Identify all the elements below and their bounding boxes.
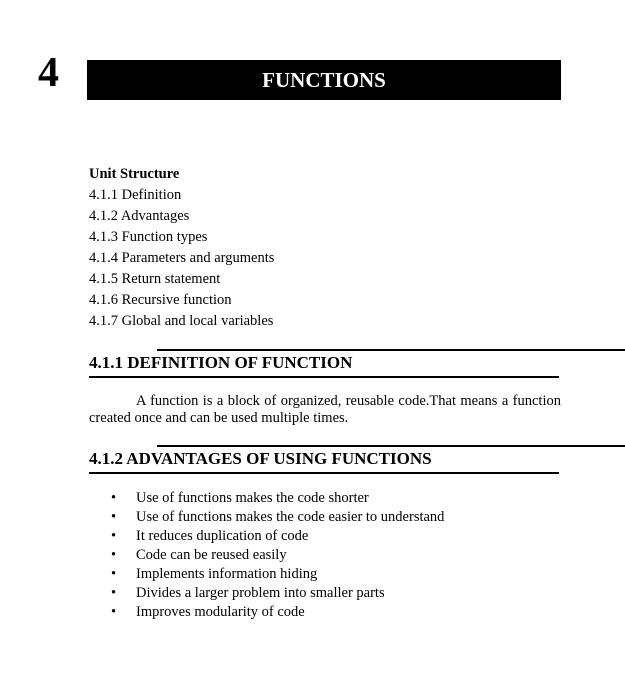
- list-item: [89, 489, 444, 508]
- list-item-text: Improves modularity of code: [136, 604, 305, 620]
- bullet-icon: •: [111, 509, 117, 525]
- unit-structure-item: 4.1.7 Global and local variables: [89, 313, 274, 329]
- list-item: [89, 546, 444, 565]
- chapter-number: 4: [38, 50, 59, 96]
- definition-paragraph: A function is a block of organized, reusable code.That means a function created once and can be used multiple times.: [89, 393, 561, 426]
- unit-structure: [89, 164, 274, 332]
- section-heading-advantages: 4.1.2 ADVANTAGES OF USING FUNCTIONS: [89, 448, 559, 474]
- unit-structure-item: 4.1.1 Definition: [89, 187, 182, 203]
- unit-structure-item: 4.1.3 Function types: [89, 229, 208, 245]
- bullet-icon: •: [111, 566, 117, 582]
- bullet-icon: •: [111, 604, 117, 620]
- list-item-text: It reduces duplication of code: [136, 528, 309, 544]
- list-item: [89, 527, 444, 546]
- unit-structure-item: 4.1.5 Return statement: [89, 271, 221, 287]
- unit-structure-item: 4.1.2 Advantages: [89, 208, 190, 224]
- list-item: [89, 508, 444, 527]
- list-item: [89, 603, 444, 622]
- list-item: [89, 584, 444, 603]
- list-item-text: Divides a larger problem into smaller parts: [136, 585, 385, 601]
- bullet-icon: •: [111, 585, 117, 601]
- bullet-icon: •: [111, 528, 117, 544]
- unit-structure-heading: Unit Structure: [89, 166, 180, 182]
- bullet-icon: •: [111, 547, 117, 563]
- unit-structure-item: 4.1.4 Parameters and arguments: [89, 250, 275, 266]
- list-item-text: Code can be reused easily: [136, 547, 287, 563]
- advantages-list: [89, 489, 444, 622]
- list-item-text: Use of functions makes the code easier to understand: [136, 509, 445, 525]
- list-item-text: Implements information hiding: [136, 566, 318, 582]
- section-top-rule: [157, 349, 625, 351]
- list-item-text: Use of functions makes the code shorter: [136, 490, 369, 506]
- chapter-title-banner: FUNCTIONS: [87, 60, 561, 100]
- bullet-icon: •: [111, 490, 117, 506]
- list-item: [89, 565, 444, 584]
- unit-structure-item: 4.1.6 Recursive function: [89, 292, 232, 308]
- section-heading-definition: 4.1.1 DEFINITION OF FUNCTION: [89, 352, 559, 378]
- section-top-rule: [157, 445, 625, 447]
